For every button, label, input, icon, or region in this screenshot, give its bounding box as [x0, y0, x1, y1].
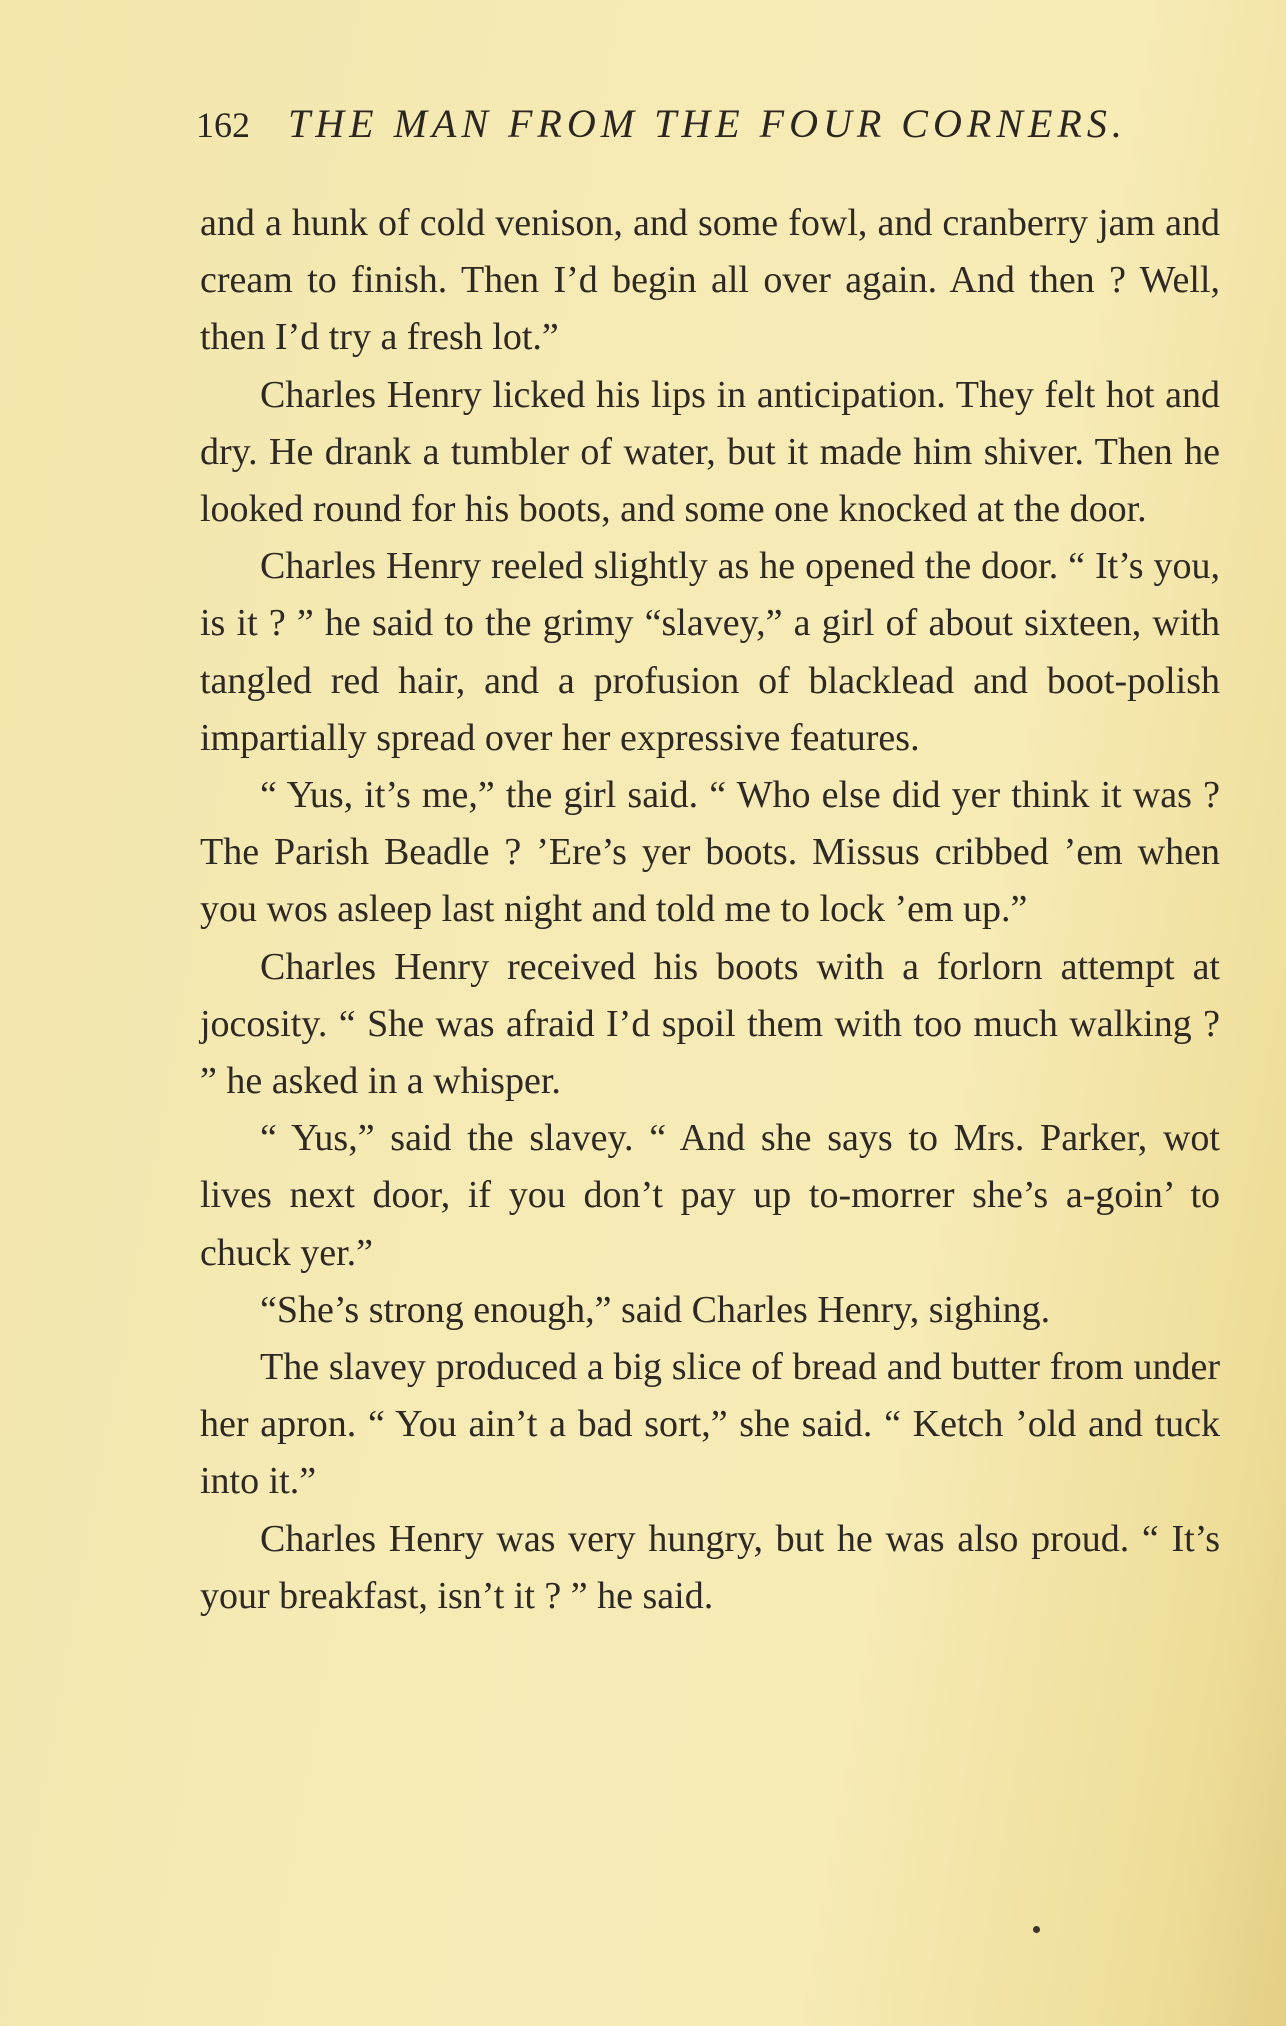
paragraph-3: Charles Henry reeled slightly as he opened the door. “ It’s you, is it ? ” he said to the grimy “slavey,” a girl of about sixteen, with tangled red hair, and a profusion of blacklead and boot-polish impartially spread over her expressive features.	[200, 545, 1220, 759]
printer-mark	[1033, 1926, 1040, 1933]
paragraph-2: Charles Henry licked his lips in anticipation. They felt hot and dry. He drank a tumbler of water, but it made him shiver. Then he looked round for his boots, and some one knocked at the door.	[200, 373, 1220, 531]
page-header	[196, 100, 1226, 147]
paragraph-9: Charles Henry was very hungry, but he was also proud. “ It’s your breakfast, isn’t it ? ” he said.	[200, 1517, 1220, 1617]
paragraph-5: Charles Henry received his boots with a forlorn attempt at jocosity. “ She was afraid I’d spoil them with too much walking ? ” he asked in a whisper.	[200, 945, 1220, 1103]
paragraph-7: “She’s strong enough,” said Charles Henry, sighing.	[260, 1288, 1051, 1331]
page-number: 162	[196, 105, 250, 145]
paragraph-1: and a hunk of cold venison, and some fowl, and cranberry jam and cream to finish. Then I’d begin all over again. And then ? Well, then I’d try a fresh lot.”	[200, 202, 1220, 359]
paragraph-4: “ Yus, it’s me,” the girl said. “ Who else did yer think it was ? The Parish Beadle ? ’Ere’s yer boots. Missus cribbed ’em when you wos asleep last night and told me to lock ’em up.”	[200, 774, 1220, 931]
paragraph-6: “ Yus,” said the slavey. “ And she says to Mrs. Parker, wot lives next door, if you don’t pay up to-morrer she’s a-goin’ to chuck yer.”	[200, 1117, 1220, 1274]
running-title: THE MAN FROM THE FOUR CORNERS.	[288, 101, 1127, 146]
paragraph-8: The slavey produced a big slice of bread and butter from under her apron. “ You ain’t a bad sort,” she said. “ Ketch ’old and tuck into it.”	[200, 1346, 1220, 1503]
body-text	[200, 195, 1220, 1625]
